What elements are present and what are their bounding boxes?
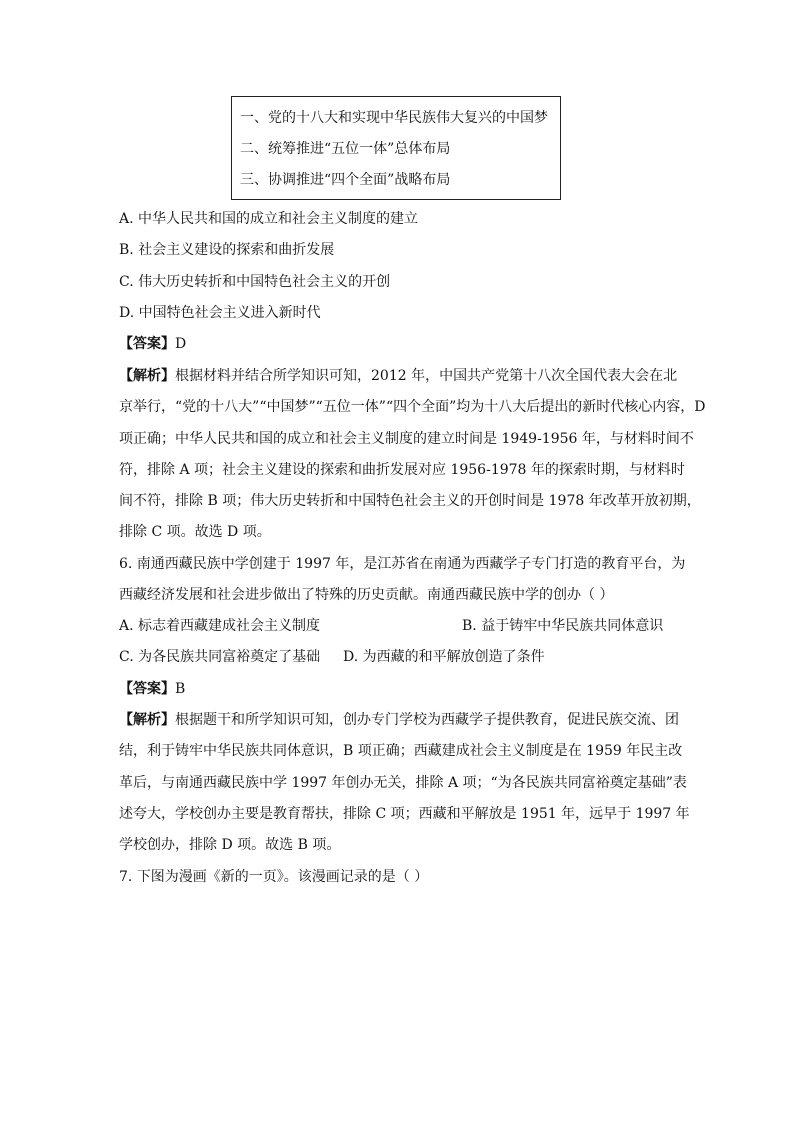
material-line: 一、党的十八大和实现中华民族伟大复兴的中国梦 xyxy=(240,110,548,126)
analysis-line: 排除 C 项。故选 D 项。 xyxy=(119,524,271,540)
question-stem: 西藏经济发展和社会进步做出了特殊的历史贡献。南通西藏民族中学的创办（ ） xyxy=(119,587,614,603)
option-a: A. 中华人民共和国的成立和社会主义制度的建立 xyxy=(119,211,419,227)
option-d: D. 为西藏的和平解放创造了条件 xyxy=(343,649,545,665)
material-box xyxy=(231,96,561,200)
answer-label: 【答案】 xyxy=(119,336,175,352)
answer-value: D xyxy=(175,336,187,352)
analysis-line xyxy=(119,709,679,729)
option-b: B. 益于铸牢中华民族共同体意识 xyxy=(462,618,664,634)
question-stem: 7. 下图为漫画《新的一页》。该漫画记录的是（ ） xyxy=(119,869,429,885)
analysis-line: 京举行，“党的十八大”“中国梦”“五位一体”“四个全面”均为十八大后提出的新时代核心内容，D xyxy=(119,399,706,415)
option-row xyxy=(119,646,545,666)
analysis-line: 间不符，排除 B 项；伟大历史转折和中国特色社会主义的开创时间是 1978 年改革开放初期， xyxy=(119,493,701,509)
analysis-label: 【解析】 xyxy=(119,368,175,384)
answer-line xyxy=(119,678,185,698)
option-c: C. 伟大历史转折和中国特色社会主义的开创 xyxy=(119,274,391,290)
option-c: C. 为各民族共同富裕奠定了基础 xyxy=(119,649,321,665)
answer-value: B xyxy=(175,681,186,697)
option-a: A. 标志着西藏建成社会主义制度 xyxy=(119,618,321,634)
analysis-text: 根据题干和所学知识可知，创办专门学校为西藏学子提供教育，促进民族交流、团 xyxy=(175,712,679,728)
material-line: 三、协调推进“四个全面”战略布局 xyxy=(240,172,451,188)
answer-label: 【答案】 xyxy=(119,681,175,697)
analysis-text: 根据材料并结合所学知识可知，2012 年，中国共产党第十八次全国代表大会在北 xyxy=(175,368,678,384)
question-stem: 6. 南通西藏民族中学创建于 1997 年，是江苏省在南通为西藏学子专门打造的教育平台，为 xyxy=(119,556,686,572)
analysis-line: 革后，与南通西藏民族中学 1997 年创办无关，排除 A 项；“为各民族共同富裕奠定基础”表 xyxy=(119,775,687,791)
option-row xyxy=(119,615,664,635)
analysis-line: 项正确；中华人民共和国的成立和社会主义制度的建立时间是 1949-1956 年，与材料时间不 xyxy=(119,431,694,447)
material-line: 二、统筹推进“五位一体”总体布局 xyxy=(240,141,451,157)
analysis-label: 【解析】 xyxy=(119,712,175,728)
analysis-line: 结，利于铸牢中华民族共同体意识，B 项正确；西藏建成社会主义制度是在 1959 年民主改 xyxy=(119,743,683,759)
analysis-line xyxy=(119,365,677,385)
analysis-line: 学校创办，排除 D 项。故选 B 项。 xyxy=(119,837,341,853)
option-d: D. 中国特色社会主义进入新时代 xyxy=(119,305,321,321)
analysis-line: 述夸大，学校创办主要是教育帮扶，排除 C 项；西藏和平解放是 1951 年，远早于 1997 年 xyxy=(119,806,690,822)
analysis-line: 符，排除 A 项；社会主义建设的探索和曲折发展对应 1956-1978 年的探索时期，与材料时 xyxy=(119,462,685,478)
answer-line xyxy=(119,333,186,353)
option-b: B. 社会主义建设的探索和曲折发展 xyxy=(119,242,335,258)
